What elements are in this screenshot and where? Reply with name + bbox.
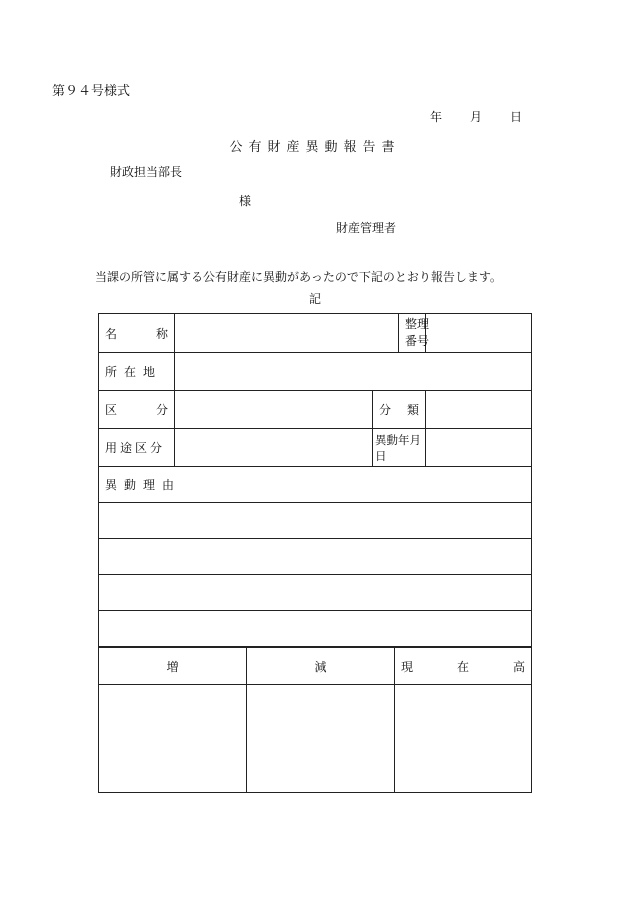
category-field[interactable] xyxy=(175,391,373,429)
change-date-label: 異動年月日 xyxy=(373,429,426,467)
name-field[interactable] xyxy=(175,314,399,353)
increase-label: 増 xyxy=(99,648,247,685)
reason-line xyxy=(99,503,532,539)
date-month-label: 月 xyxy=(470,110,483,124)
seiri-number-label: 整 理 番 号 xyxy=(399,314,426,353)
reason-field-line-2[interactable] xyxy=(99,539,532,575)
reason-line xyxy=(99,611,532,647)
reason-header-row xyxy=(99,467,532,503)
current-amount-field[interactable] xyxy=(395,685,532,793)
change-date-field[interactable] xyxy=(426,429,532,467)
increase-field[interactable] xyxy=(99,685,247,793)
honorific: 様 xyxy=(239,194,252,208)
current-amount-label: 現 在 高 xyxy=(395,648,532,685)
classification-label: 分 類 xyxy=(373,391,426,429)
seiri-number-field[interactable] xyxy=(426,314,532,353)
reason-field-line-3[interactable] xyxy=(99,575,532,611)
name-row xyxy=(99,314,532,353)
reason-label: 異動理由 xyxy=(99,467,532,503)
category-row xyxy=(99,391,532,429)
report-table xyxy=(98,313,532,647)
date-year-label: 年 xyxy=(430,110,443,124)
location-label: 所在地 xyxy=(99,353,175,391)
reason-line xyxy=(99,575,532,611)
location-row xyxy=(99,353,532,391)
form-number: 第９４号様式 xyxy=(52,84,131,99)
decrease-label: 減 xyxy=(247,648,395,685)
ki-heading: 記 xyxy=(308,292,321,306)
amount-header-row xyxy=(99,648,532,685)
decrease-field[interactable] xyxy=(247,685,395,793)
name-label: 名 称 xyxy=(99,314,175,353)
amount-value-row xyxy=(99,685,532,793)
amount-table xyxy=(98,647,532,793)
location-field[interactable] xyxy=(175,353,532,391)
reporter: 財産管理者 xyxy=(336,221,397,235)
date-day-label: 日 xyxy=(510,110,523,124)
category-label: 区 分 xyxy=(99,391,175,429)
addressee: 財政担当部長 xyxy=(110,165,183,179)
reason-field-line-4[interactable] xyxy=(99,611,532,647)
reason-line xyxy=(99,539,532,575)
intro-text: 当課の所管に属する公有財産に異動があったので下記のとおり報告します。 xyxy=(95,270,502,284)
classification-field[interactable] xyxy=(426,391,532,429)
document-title: 公有財産異動報告書 xyxy=(229,140,401,155)
reason-field-line-1[interactable] xyxy=(99,503,532,539)
usage-row xyxy=(99,429,532,467)
usage-field[interactable] xyxy=(175,429,373,467)
usage-label: 用途区分 xyxy=(99,429,175,467)
